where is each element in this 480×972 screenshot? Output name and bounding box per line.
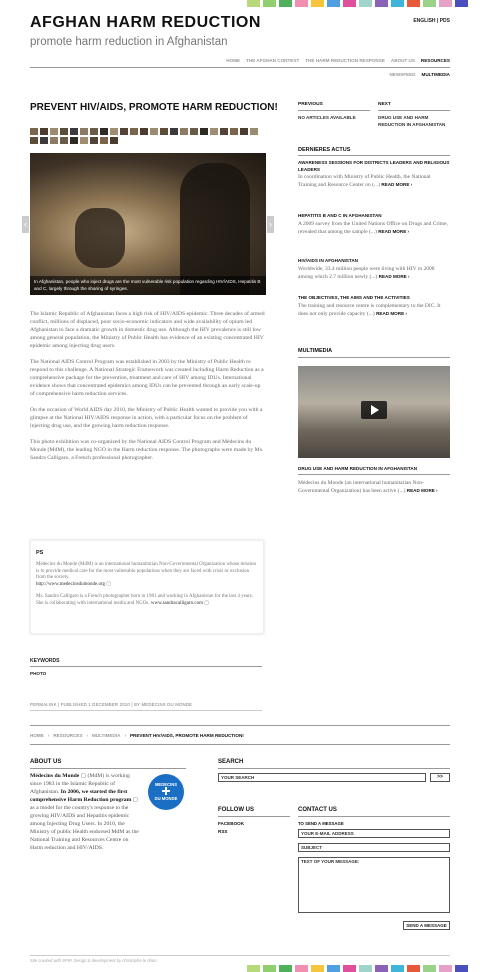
news-title[interactable]: THE OBJECTIVES, THE AIMS AND THE ACTIVITIES — [298, 295, 410, 300]
search-divider — [218, 768, 450, 769]
gallery-thumbnail[interactable] — [50, 137, 58, 144]
search-title: SEARCH — [218, 759, 244, 765]
color-swatch — [359, 965, 372, 972]
keyword-link[interactable]: PHOTO — [30, 671, 47, 676]
gallery-thumbnail[interactable] — [80, 137, 88, 144]
ps-text — [36, 562, 256, 614]
color-swatch — [327, 0, 340, 7]
color-swatch — [327, 965, 340, 972]
color-swatch — [391, 965, 404, 972]
gallery-thumbnail[interactable] — [210, 128, 218, 135]
about-text — [30, 772, 142, 852]
gallery-thumbnail[interactable] — [100, 128, 108, 135]
color-swatch — [311, 965, 324, 972]
contact-divider — [298, 816, 450, 817]
gallery-thumbnail[interactable] — [70, 128, 78, 135]
news-excerpt: A 2009 survey from the United Nations Office on Drugs and Crime, revealed that among the sample (...) — [298, 220, 448, 235]
gallery-thumbnail[interactable] — [120, 128, 128, 135]
breadcrumb-separator: › — [86, 733, 88, 738]
sub-nav — [389, 72, 450, 77]
breadcrumb-divider-top — [30, 725, 450, 726]
color-swatch — [343, 0, 356, 7]
about-title: ABOUT US — [30, 759, 62, 765]
news-item — [298, 295, 450, 318]
news-excerpt: In coordination with Ministry of Public Health, the National Training and Resource Center on (...) — [298, 174, 431, 189]
footer-divider — [30, 955, 450, 956]
video-description — [298, 479, 450, 495]
email-field[interactable]: YOUR E-MAIL ADDRESS — [298, 829, 450, 838]
permalink-divider — [30, 710, 262, 711]
gallery-thumbnail[interactable] — [190, 128, 198, 135]
subnav-newsfeed[interactable]: NEWSFEED — [389, 72, 416, 77]
nav-home[interactable]: HOME — [226, 58, 241, 63]
search-input[interactable]: YOUR SEARCH — [218, 773, 426, 782]
ps-box — [30, 540, 264, 634]
previous-label: PREVIOUS — [298, 102, 323, 107]
gallery-thumbnail[interactable] — [100, 137, 108, 144]
next-divider — [378, 110, 450, 111]
external-link-icon: ▢ — [106, 581, 112, 587]
ps-title: PS — [36, 550, 44, 556]
next-article-link[interactable]: DRUG USE AND HARM REDUCTION IN AFGHANISTAN — [378, 115, 446, 127]
gallery-thumbnail[interactable] — [220, 128, 228, 135]
color-swatch — [375, 0, 388, 7]
news-title[interactable]: AWARENESS SESSIONS FOR DISTRICTS LEADERS AND RELIGIOUS LEADERS — [298, 160, 450, 172]
color-swatch — [263, 0, 276, 7]
medecins-du-monde-logo[interactable] — [148, 774, 184, 810]
news-item — [298, 160, 450, 189]
article-paragraph: This photo exhibition was co-organized by the National AIDS Control Program and Médecins du Monde (MdM), the leading NGO in the Harm reduction response. The photographs were made by Ms. Sandra Calligaro, a French professional photographer. — [30, 439, 264, 461]
thumbnail-strip — [30, 128, 265, 144]
contact-subtitle: TO SEND A MESSAGE — [298, 821, 344, 826]
news-title[interactable]: HIV/AIDS IN AFGHANISTAN — [298, 258, 358, 263]
color-swatch — [263, 965, 276, 972]
nav-about-us[interactable]: ABOUT US — [390, 58, 415, 63]
keywords-divider — [30, 666, 262, 667]
rss-link[interactable]: RSS — [218, 829, 228, 834]
gallery-thumbnail[interactable] — [230, 128, 238, 135]
color-swatch — [391, 0, 404, 7]
gallery-thumbnail[interactable] — [160, 128, 168, 135]
gallery-thumbnail[interactable] — [60, 128, 68, 135]
gallery-thumbnail[interactable] — [90, 137, 98, 144]
follow-divider — [218, 816, 290, 817]
news-title[interactable]: HEPATITIS B AND C IN AFGHANISTAN — [298, 213, 382, 218]
news-section-title: DERNIERES ACTUS — [298, 147, 351, 153]
ps-text-2: Ms. Sandra Calligaro is a French photographer born in 1981 and working in Afghanistan for the last 4 years. She is collaborating with international media and NGOs. — [36, 594, 253, 606]
previous-value: NO ARTICLES AVAILABLE — [298, 115, 356, 120]
external-link-icon: ▢ — [132, 797, 139, 803]
main-photo[interactable] — [30, 153, 266, 295]
color-swatch — [455, 965, 468, 972]
cross-icon — [162, 787, 170, 795]
gallery-thumbnail[interactable] — [30, 128, 38, 135]
gallery-thumbnail[interactable] — [150, 128, 158, 135]
gallery-thumbnail[interactable] — [200, 128, 208, 135]
next-label: NEXT — [378, 102, 391, 107]
read-more-link[interactable]: READ MORE › — [381, 182, 413, 188]
about-text-1: (MdM) is working since 1983 in the Islamic Republic of Afghanistan. — [30, 773, 130, 795]
news-divider — [298, 155, 450, 156]
article-paragraph: The Islamic Republic of Afghanistan faces a high risk of HIV/AIDS epidemic. Three decades of armed conflict, millions of displaced, poor socio-economic indicators and wide availability of opium led Afghanistan to face a dramatic growth in domestic drug use. Although the HIV prevalence is still low among general population, the Ministry of Public Health has evidence of an existing concentrated HIV epidemic among injecting drug users. — [30, 311, 265, 349]
contact-title: CONTACT US — [298, 807, 337, 813]
about-bold[interactable]: In 2006, we started the first comprehensive Harm Reduction program — [30, 789, 132, 803]
color-swatch — [311, 0, 324, 7]
color-swatch — [439, 0, 452, 7]
breadcrumb-current: PREVENT HIV/AIDS, PROMOTE HARM REDUCTION! — [129, 733, 244, 738]
article-body — [30, 310, 266, 470]
permalink-line[interactable]: PERMALINK | PUBLISHED 1 DECEMBER 2010 | BY MEDECINS DU MONDE — [30, 702, 193, 707]
follow-title: FOLLOW US — [218, 807, 254, 813]
color-swatch — [423, 0, 436, 7]
ps-link-2[interactable]: www.sandracalligaro.com — [150, 600, 203, 606]
about-text-2: as a model for the country's response to the growing HIV/AIDS and Hepatitis epidemic among Injecting Drug Users. In 2010, the Ministry of public Health endorsed MdM as the National Training and Resources Centre on Harm reduction and HIV/AIDS. — [30, 805, 139, 851]
site-title[interactable]: AFGHAN HARM REDUCTION — [30, 14, 261, 31]
send-message-button[interactable]: SEND A MESSAGE — [403, 921, 450, 930]
gallery-thumbnail[interactable] — [140, 128, 148, 135]
breadcrumb-separator: › — [124, 733, 126, 738]
read-more-link[interactable]: READ MORE › — [378, 228, 410, 234]
subnav-multimedia[interactable]: MULTIMEDIA — [421, 72, 450, 77]
gallery-thumbnail[interactable] — [80, 128, 88, 135]
read-more-link[interactable]: READ MORE › — [378, 273, 410, 279]
multimedia-title: MULTIMEDIA — [298, 348, 333, 354]
gallery-thumbnail[interactable] — [40, 128, 48, 135]
play-icon[interactable] — [361, 401, 387, 419]
read-more-link[interactable]: READ MORE › — [406, 488, 438, 493]
external-link-icon: ▢ — [80, 773, 87, 779]
breadcrumb-separator: › — [47, 733, 50, 738]
gallery-thumbnail[interactable] — [250, 128, 258, 135]
video-divider — [298, 474, 450, 475]
color-swatch — [375, 965, 388, 972]
breadcrumb-resources[interactable]: RESOURCES — [53, 733, 83, 738]
logo-text-bottom: DU MONDE — [154, 796, 178, 801]
color-swatch — [247, 0, 260, 7]
color-swatch — [279, 0, 292, 7]
logo-text-top: MEDECINS — [154, 782, 178, 787]
gallery-thumbnail[interactable] — [40, 137, 48, 144]
main-nav — [226, 58, 450, 63]
breadcrumb-home[interactable]: HOME — [30, 733, 44, 738]
message-field[interactable]: TEXT OF YOUR MESSAGE: — [298, 857, 450, 913]
breadcrumb-divider-bottom — [30, 744, 450, 745]
gallery-thumbnail[interactable] — [110, 128, 118, 135]
gallery-thumbnail[interactable] — [30, 137, 38, 144]
video-title[interactable]: DRUG USE AND HARM REDUCTION IN AFGHANISTAN — [298, 466, 418, 471]
news-item — [298, 213, 450, 236]
color-swatch — [343, 965, 356, 972]
search-button[interactable]: >> — [430, 773, 450, 782]
header-divider — [30, 67, 450, 68]
top-color-bar — [247, 0, 468, 7]
color-swatch — [439, 965, 452, 972]
about-divider — [30, 768, 186, 769]
gallery-thumbnail[interactable] — [170, 128, 178, 135]
article-paragraph: On the occasion of World AIDS day 2010, the Ministry of Public Health wanted to provide you with a glimpse at the National HIV/AIDS response in action, with a particular focus on the problem of injecting drug use, and the growing harm reduction response. — [30, 407, 263, 429]
color-swatch — [359, 0, 372, 7]
gallery-thumbnail[interactable] — [60, 137, 68, 144]
facebook-link[interactable]: FACEBOOK — [218, 821, 245, 826]
color-swatch — [279, 965, 292, 972]
language-switcher[interactable]: ENGLISH | PDS — [413, 18, 450, 24]
color-swatch — [423, 965, 436, 972]
nav-resources[interactable]: RESOURCES — [420, 58, 450, 63]
gallery-thumbnail[interactable] — [240, 128, 248, 135]
photo-figure-seated — [75, 208, 125, 268]
site-tagline: promote harm reduction in Afghanistan — [30, 36, 228, 48]
gallery-thumbnail[interactable] — [180, 128, 188, 135]
color-swatch — [455, 0, 468, 7]
breadcrumb-multimedia[interactable]: MULTIMEDIA — [91, 733, 121, 738]
ps-text-1: Médecins du Monde (MdM) is an international humanitarian Non-Governmental Organization whose mission is to provide medical care for the most vulnerable populations when they are faced with crisis or exclusion from the society. — [36, 562, 256, 581]
color-swatch — [407, 965, 420, 972]
news-item — [298, 258, 450, 281]
about-name[interactable]: Médecins du Monde — [30, 773, 80, 779]
bottom-color-bar — [247, 965, 468, 972]
color-swatch — [295, 0, 308, 7]
keywords-title: KEYWORDS — [30, 658, 60, 664]
gallery-thumbnail[interactable] — [70, 137, 78, 144]
photo-caption: In Afghanistan, people who inject drugs are the most vulnerable risk population regarding HIV/AIDS, Hepatitis B and C, largely through the sharing of syringes. — [30, 276, 266, 295]
gallery-thumbnail[interactable] — [110, 137, 118, 144]
video-thumbnail[interactable] — [298, 366, 450, 458]
news-excerpt: Worldwide, 33.4 million people were living with HIV in 2008 among which 2.7 million newly (...) — [298, 265, 435, 280]
breadcrumb — [30, 733, 244, 738]
credit-text: Site created with SPIP. Design & development by christophe le drian — [30, 958, 157, 963]
color-swatch — [247, 965, 260, 972]
gallery-thumbnail[interactable] — [50, 128, 58, 135]
news-excerpt: The training and resource centre is complementary to the DIC. It does not only provide capacity (...) — [298, 302, 441, 317]
video-excerpt: Médecins du Monde (an international humanitarian Non-Governmental Organization) has been active (...) — [298, 480, 424, 494]
external-link-icon: ▢ — [204, 600, 209, 606]
nav-afghan-context[interactable]: THE AFGHAN CONTEXT — [246, 58, 300, 63]
multimedia-divider — [298, 357, 450, 358]
prev-photo-arrow[interactable]: ‹ — [22, 216, 29, 233]
next-photo-arrow[interactable]: › — [267, 216, 274, 233]
article-paragraph: The National AIDS Control Program was established in 2003 by the Ministry of Public Health to respond to this challenge. A National Strategic Framework was created including Harm Reduction as a comprehensive package for the prevention, treatment and care of HIV among IDUs. International evidence shows that concentrated epidemics among IDUs can be prevented through an early scale-up of comprehensive harm reduction services. — [30, 359, 264, 397]
nav-harm-reduction-response[interactable]: THE HARM REDUCTION RESPONSE — [305, 58, 385, 63]
gallery-thumbnail[interactable] — [130, 128, 138, 135]
previous-divider — [298, 110, 370, 111]
gallery-thumbnail[interactable] — [90, 128, 98, 135]
read-more-link[interactable]: READ MORE › — [376, 310, 407, 316]
ps-link-1[interactable]: http://www.medecinsdumonde.org — [36, 581, 106, 587]
color-swatch — [407, 0, 420, 7]
subject-field[interactable]: SUBJECT — [298, 843, 450, 852]
color-swatch — [295, 965, 308, 972]
page-title: PREVENT HIV/AIDS, PROMOTE HARM REDUCTION! — [30, 102, 278, 113]
